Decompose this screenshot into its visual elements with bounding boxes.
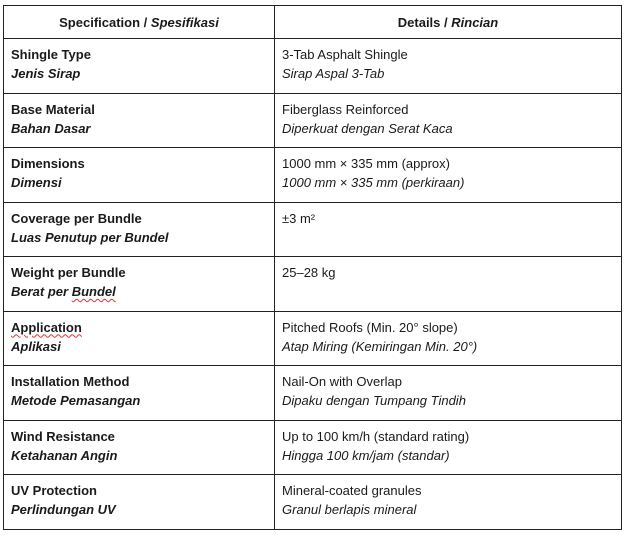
spec-label-en: Dimensions — [11, 156, 85, 171]
detail-value-en: 1000 mm × 335 mm (approx) — [282, 156, 450, 171]
header-spec-id: Spesifikasi — [150, 14, 219, 30]
table-row — [4, 420, 622, 475]
spec-label-id — [11, 282, 267, 301]
spec-label-en: Installation Method — [11, 374, 130, 389]
detail-value-en: Mineral-coated granules — [282, 483, 422, 498]
table-row — [4, 148, 622, 203]
spec-label-id-text: Berat per — [11, 284, 72, 299]
spellcheck-underline: Application — [11, 319, 82, 335]
table-row — [4, 39, 622, 94]
header-spec-en: Specification / — [59, 14, 148, 30]
spec-label-en: Shingle Type — [11, 47, 91, 62]
spec-label-id: Perlindungan UV — [11, 502, 116, 517]
spec-label-id: Ketahanan Angin — [11, 447, 118, 463]
table-row — [4, 93, 622, 148]
spec-label-en: Weight per Bundle — [11, 265, 126, 280]
detail-cell — [275, 148, 622, 203]
spec-label-id: Bahan Dasar — [11, 120, 91, 136]
header-specification — [4, 6, 275, 39]
detail-value-en: 25–28 kg — [282, 265, 336, 280]
spec-cell — [4, 93, 275, 148]
spec-cell — [4, 475, 275, 530]
detail-cell — [275, 257, 622, 312]
spec-cell — [4, 148, 275, 203]
detail-value-id: Dipaku dengan Tumpang Tindih — [282, 393, 466, 408]
detail-value-id: 1000 mm × 335 mm (perkiraan) — [282, 175, 465, 190]
detail-value-id: Diperkuat dengan Serat Kaca — [282, 120, 453, 136]
detail-cell — [275, 202, 622, 257]
spec-cell — [4, 202, 275, 257]
spec-label-en — [11, 318, 267, 337]
detail-value-en: Nail-On with Overlap — [282, 374, 402, 389]
header-details — [275, 6, 622, 39]
detail-value-en: Fiberglass Reinforced — [282, 101, 409, 117]
detail-cell — [275, 475, 622, 530]
table-row — [4, 366, 622, 421]
spec-cell — [4, 420, 275, 475]
spec-label-id: Metode Pemasangan — [11, 393, 141, 408]
detail-value-id: Sirap Aspal 3-Tab — [282, 66, 385, 81]
detail-cell — [275, 366, 622, 421]
detail-value-id: Granul berlapis mineral — [282, 502, 417, 517]
table-row — [4, 202, 622, 257]
spellcheck-underline: Bundel — [71, 284, 116, 299]
detail-value-id: Atap Miring (Kemiringan Min. 20°) — [282, 338, 478, 354]
detail-value-en: Pitched Roofs (Min. 20° slope) — [282, 319, 458, 335]
spec-cell — [4, 257, 275, 312]
spec-label-en: UV Protection — [11, 483, 97, 498]
detail-value-en: Up to 100 km/h (standard rating) — [282, 428, 470, 444]
spec-label-id: Dimensi — [11, 175, 62, 190]
spec-label-id: Luas Penutup per Bundel — [11, 229, 169, 245]
specification-table — [3, 5, 622, 530]
spec-cell — [4, 311, 275, 366]
table-row — [4, 311, 622, 366]
table-row — [4, 475, 622, 530]
table-header-row — [4, 6, 622, 39]
detail-value-en: 3-Tab Asphalt Shingle — [282, 47, 408, 62]
spec-label-en: Base Material — [11, 101, 95, 117]
spec-cell — [4, 39, 275, 94]
table-row — [4, 257, 622, 312]
spec-label-en: Coverage per Bundle — [11, 210, 142, 226]
spec-label-en: Wind Resistance — [11, 428, 115, 444]
detail-cell — [275, 311, 622, 366]
detail-cell — [275, 420, 622, 475]
detail-value-id: Hingga 100 km/jam (standar) — [282, 447, 450, 463]
detail-cell — [275, 39, 622, 94]
detail-cell — [275, 93, 622, 148]
header-details-id: Rincian — [451, 14, 499, 30]
spec-cell — [4, 366, 275, 421]
spec-label-id: Jenis Sirap — [11, 66, 81, 81]
header-details-en: Details / — [397, 14, 448, 30]
spec-label-id: Aplikasi — [11, 338, 61, 354]
detail-value-en: ±3 m² — [282, 210, 316, 226]
